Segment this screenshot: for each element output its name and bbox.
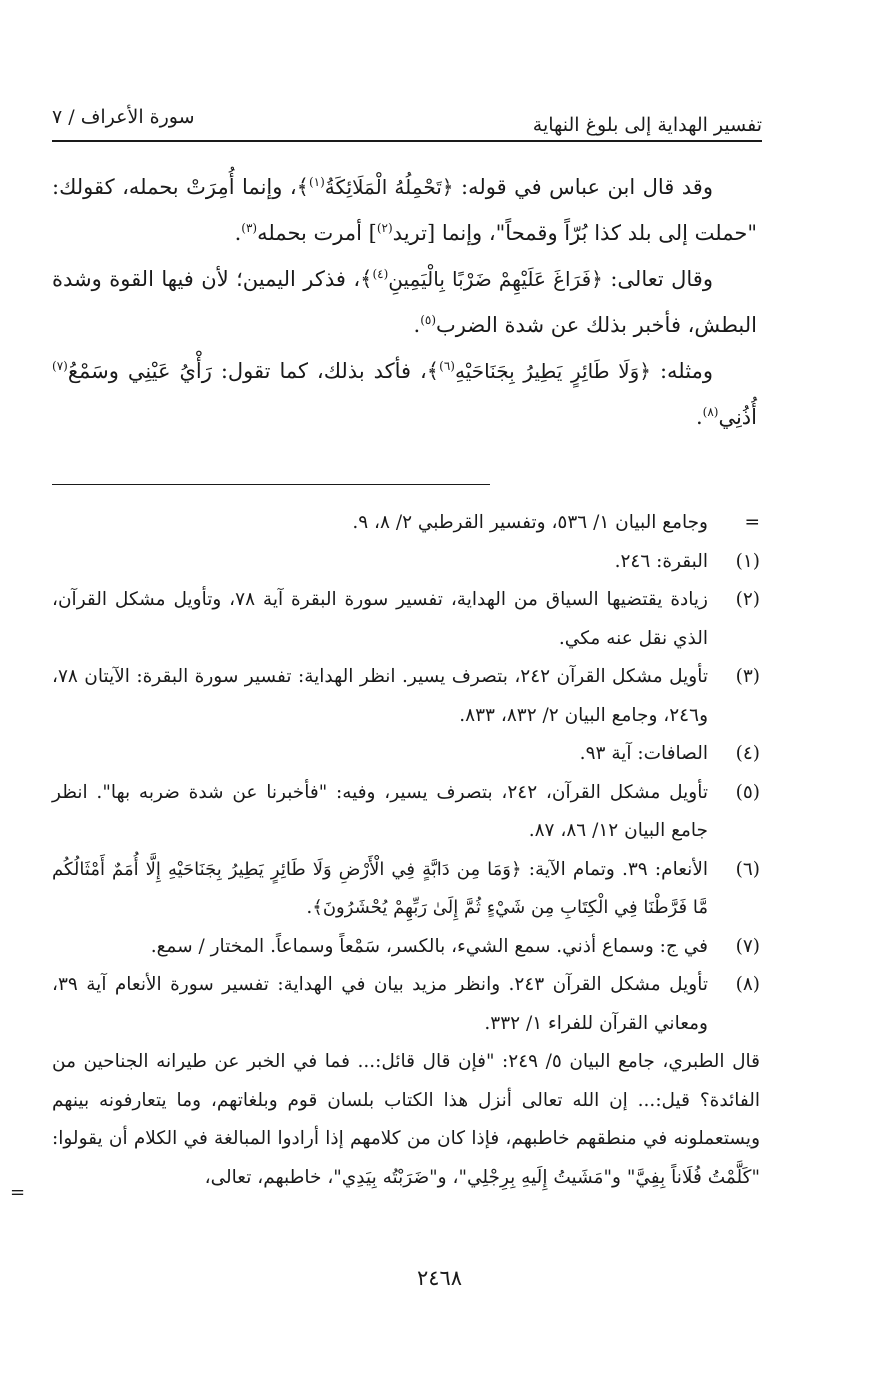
quran-quote: ﴿وَلَا طَائِرٍ يَطِيرُ بِجَنَاحَيْهِ <box>454 359 652 383</box>
footnote-7: (٧) في ج: وسماع أذني. سمع الشيء، بالكسر، سَمْعاً وسماعاً. المختار / سمع. <box>52 928 760 967</box>
footnote-number: (٢) <box>735 589 760 610</box>
footnote-number: (١) <box>735 550 760 572</box>
paragraph-3: ومثله: ﴿وَلَا طَائِرٍ يَطِيرُ بِجَنَاحَيْهِ$^{(٦)}$﴾، فأكد بذلك، كما تقول: رَأْيُ عَيْنِي وسَمْعُ$^{(٧)}$ أُذُنِي$^{(٨)}$. <box>52 359 757 429</box>
continues-mark: = <box>10 1182 26 1203</box>
footnote-number: (٦) <box>735 858 760 880</box>
footnote-number: (٨) <box>735 974 760 995</box>
quran-quote: ﴿تَحْمِلُهُ الْمَلَائِكَةُ <box>324 175 454 199</box>
footnote-separator <box>52 484 490 485</box>
footnote-ref: (٨) <box>702 405 719 419</box>
footnote-extra-quote: قال الطبري، جامع البيان ٥/ ٢٤٩: "فإن قال قائل:... فما في الخبر عن طيرانه الجناحين من الفائدة؟ قيل:... إن الله تعالى أنزل هذا الكتاب بلسان قوم وبلغاتهم، وما يتعارفونه بينهم ويستعملونه في منطقهم خاطبهم، فإذا كان من كلامهم إذا أرادوا المبالغة في الكلام أن يقولوا: "كَلَّمْتُ فُلَاناً بِفِيَّ" و"مَشَيتُ إِلَيهِ بِرِجْلِي"، و"ضَرَبْتُه بِيَدِي"، خاطبهم، تعالى، <box>52 1051 760 1188</box>
footnote-ref: (١) <box>308 175 325 189</box>
page-number: ٢٤٦٨ <box>416 1266 463 1290</box>
footnote-ref: (٢) <box>376 221 393 235</box>
book-title: تفسير الهداية إلى بلوغ النهاية <box>532 114 762 136</box>
footnote-1: (١) البقرة: ٢٤٦. <box>52 543 760 582</box>
footnote-number: (٧) <box>735 935 760 957</box>
footnote-ref: (٥) <box>420 313 437 327</box>
footnote-number: (٥) <box>735 781 760 803</box>
footnote-ref: (٤) <box>372 267 389 281</box>
footnote-number: (٣) <box>735 666 760 687</box>
footnote-ref: (٣) <box>241 221 258 235</box>
paragraph-2: وقال تعالى: ﴿فَرَاغَ عَلَيْهِمْ ضَرْبًا بِالْيَمِينِ$^{(٤)}$﴾، فذكر اليمين؛ لأن فيها القوة وشدة البطش، فأخبر بذلك عن شدة الضرب$^{(٥)}$. <box>52 267 757 337</box>
footnote-ref: (٧) <box>52 359 68 373</box>
footnote-6: (٦) الأنعام: ٣٩. وتمام الآية: ﴿وَمَا مِن دَابَّةٍ فِي الْأَرْضِ وَلَا طَائِرٍ يَطِيرُ بِجَنَاحَيْهِ إِلَّا أُمَمٌ أَمْثَالُكُم مَّا فَرَّطْنَا فِي الْكِتَابِ مِن شَيْءٍ ثُمَّ إِلَىٰ رَبِّهِمْ يُحْشَرُونَ﴾. <box>52 851 760 928</box>
footnote-number: (٤) <box>735 743 760 764</box>
header-rule <box>52 140 762 142</box>
paragraph-1: وقد قال ابن عباس في قوله: ﴿تَحْمِلُهُ الْمَلَائِكَةُ$^{(١)}$﴾، وإنما أُمِرَتْ بحمله، كقولك: "حملت إلى بلد كذا بُرّاً وقمحاً"، وإنما [تريد$^{(٢)}$] أمرت بحمله$^{(٣)}$. <box>52 175 757 245</box>
footnote-2: (٢) زيادة يقتضيها السياق من الهداية، تفسير سورة البقرة آية ٧٨، وتأويل مشكل القرآن، الذي نقل عنه مكي. <box>52 581 760 658</box>
footnotes <box>52 504 760 1197</box>
footnote-3: (٣) تأويل مشكل القرآن ٢٤٢، بتصرف يسير. انظر الهداية: تفسير سورة البقرة: الآيتان ٧٨، و٢٤٦، وجامع البيان ٢/ ٨٣٢، ٨٣٣. <box>52 658 760 735</box>
main-text <box>52 164 757 440</box>
continuation-mark: = <box>744 512 760 533</box>
quran-quote: ﴿وَمَا مِن دَابَّةٍ فِي الْأَرْضِ وَلَا طَائِرٍ يَطِيرُ بِجَنَاحَيْهِ إِلَّا أُمَمٌ أَمْثَالُكُم مَّا فَرَّطْنَا فِي الْكِتَابِ مِن شَيْءٍ ثُمَّ إِلَىٰ رَبِّهِمْ يُحْشَرُونَ﴾ <box>52 858 708 918</box>
footnote-ref: (٦) <box>439 359 455 373</box>
footnote-continuation: = وجامع البيان ١/ ٥٣٦، وتفسير القرطبي ٢/ ٨، ٩. <box>52 504 760 543</box>
surah-reference: سورة الأعراف / ٧ <box>52 106 195 128</box>
footnote-5: (٥) تأويل مشكل القرآن، ٢٤٢، بتصرف يسير، وفيه: "فأخبرنا عن شدة ضربه بها". انظر جامع البيان ١٢/ ٨٦، ٨٧. <box>52 774 760 851</box>
running-header <box>52 100 762 142</box>
footnote-4: (٤) الصافات: آية ٩٣. <box>52 735 760 774</box>
quran-quote: ﴿فَرَاغَ عَلَيْهِمْ ضَرْبًا بِالْيَمِينِ <box>388 267 603 291</box>
footnote-8: (٨) تأويل مشكل القرآن ٢٤٣. وانظر مزيد بيان في الهداية: تفسير سورة الأنعام آية ٣٩، ومعاني القرآن للفراء ١/ ٣٣٢. <box>52 966 760 1043</box>
